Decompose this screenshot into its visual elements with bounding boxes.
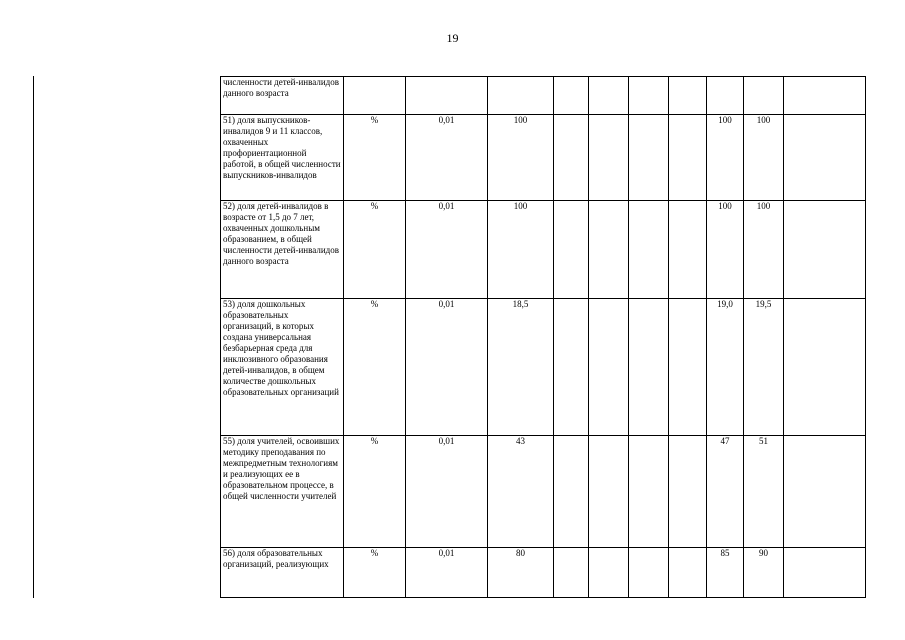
indicator-cell: 56) доля образовательных организаций, реализующих: [221, 548, 344, 598]
indicator-cell: 51) доля выпускников-инвалидов 9 и 11 классов, охваченных профориентационной работой, в общей численности выпускников-инвалидов: [221, 115, 344, 201]
unit-cell: %: [344, 299, 406, 436]
table-row: [221, 115, 866, 201]
value-cell-c8: 100: [744, 115, 784, 201]
value-cell-c5: [629, 201, 669, 299]
value-cell-c4: [589, 201, 629, 299]
value-cell-c6: [669, 77, 707, 115]
value-cell-c8: 19,5: [744, 299, 784, 436]
value-cell-c7: 19,0: [707, 299, 744, 436]
value-cell-c3: [554, 548, 589, 598]
value-cell-c5: [629, 299, 669, 436]
value-cell-c6: [669, 436, 707, 548]
value-cell-c1: 0,01: [406, 299, 488, 436]
value-cell-c7: 100: [707, 201, 744, 299]
table-row: [221, 201, 866, 299]
value-cell-c2: 100: [488, 201, 554, 299]
value-cell-c5: [629, 436, 669, 548]
unit-cell: %: [344, 115, 406, 201]
value-cell-c3: [554, 436, 589, 548]
value-cell-c9: [784, 77, 866, 115]
value-cell-c4: [589, 77, 629, 115]
value-cell-c1: [406, 77, 488, 115]
value-cell-c7: 85: [707, 548, 744, 598]
page-number: 19: [446, 31, 459, 45]
value-cell-c3: [554, 77, 589, 115]
table-row: [221, 299, 866, 436]
value-cell-c3: [554, 115, 589, 201]
value-cell-c1: 0,01: [406, 548, 488, 598]
value-cell-c1: 0,01: [406, 201, 488, 299]
value-cell-c4: [589, 115, 629, 201]
value-cell-c6: [669, 548, 707, 598]
value-cell-c2: 43: [488, 436, 554, 548]
value-cell-c3: [554, 201, 589, 299]
value-cell-c9: [784, 201, 866, 299]
value-cell-c1: 0,01: [406, 436, 488, 548]
value-cell-c6: [669, 299, 707, 436]
unit-cell: %: [344, 548, 406, 598]
value-cell-c2: [488, 77, 554, 115]
value-cell-c9: [784, 299, 866, 436]
value-cell-c9: [784, 115, 866, 201]
value-cell-c3: [554, 299, 589, 436]
indicator-cell: 55) доля учителей, освоивших методику преподавания по межпредметным технологиям и реализующих ее в образовательном процессе, в общей численности учителей: [221, 436, 344, 548]
value-cell-c2: 80: [488, 548, 554, 598]
value-cell-c8: 51: [744, 436, 784, 548]
value-cell-c5: [629, 548, 669, 598]
value-cell-c5: [629, 115, 669, 201]
value-cell-c2: 18,5: [488, 299, 554, 436]
value-cell-c1: 0,01: [406, 115, 488, 201]
unit-cell: %: [344, 436, 406, 548]
value-cell-c8: 90: [744, 548, 784, 598]
value-cell-c4: [589, 436, 629, 548]
left-margin-rule: [33, 76, 34, 598]
indicator-cell: 52) доля детей-инвалидов в возрасте от 1,5 до 7 лет, охваченных дошкольным образованием, в общей численности детей-инвалидов данного возраста: [221, 201, 344, 299]
unit-cell: %: [344, 201, 406, 299]
table-row: [221, 77, 866, 115]
table-row: [221, 548, 866, 598]
value-cell-c5: [629, 77, 669, 115]
value-cell-c7: 100: [707, 115, 744, 201]
indicator-cell: 53) доля дошкольных образовательных организаций, в которых создана универсальная безбарьерная среда для инклюзивного образования детей-инвалидов, в общем количестве дошкольных образовательных организаций: [221, 299, 344, 436]
value-cell-c7: 47: [707, 436, 744, 548]
unit-cell: [344, 77, 406, 115]
value-cell-c9: [784, 548, 866, 598]
value-cell-c8: [744, 77, 784, 115]
value-cell-c2: 100: [488, 115, 554, 201]
value-cell-c4: [589, 548, 629, 598]
value-cell-c8: 100: [744, 201, 784, 299]
value-cell-c6: [669, 201, 707, 299]
value-cell-c6: [669, 115, 707, 201]
indicator-table: [220, 76, 866, 598]
table-row: [221, 436, 866, 548]
value-cell-c7: [707, 77, 744, 115]
indicator-cell: численности детей-инвалидов данного возраста: [221, 77, 344, 115]
value-cell-c9: [784, 436, 866, 548]
value-cell-c4: [589, 299, 629, 436]
